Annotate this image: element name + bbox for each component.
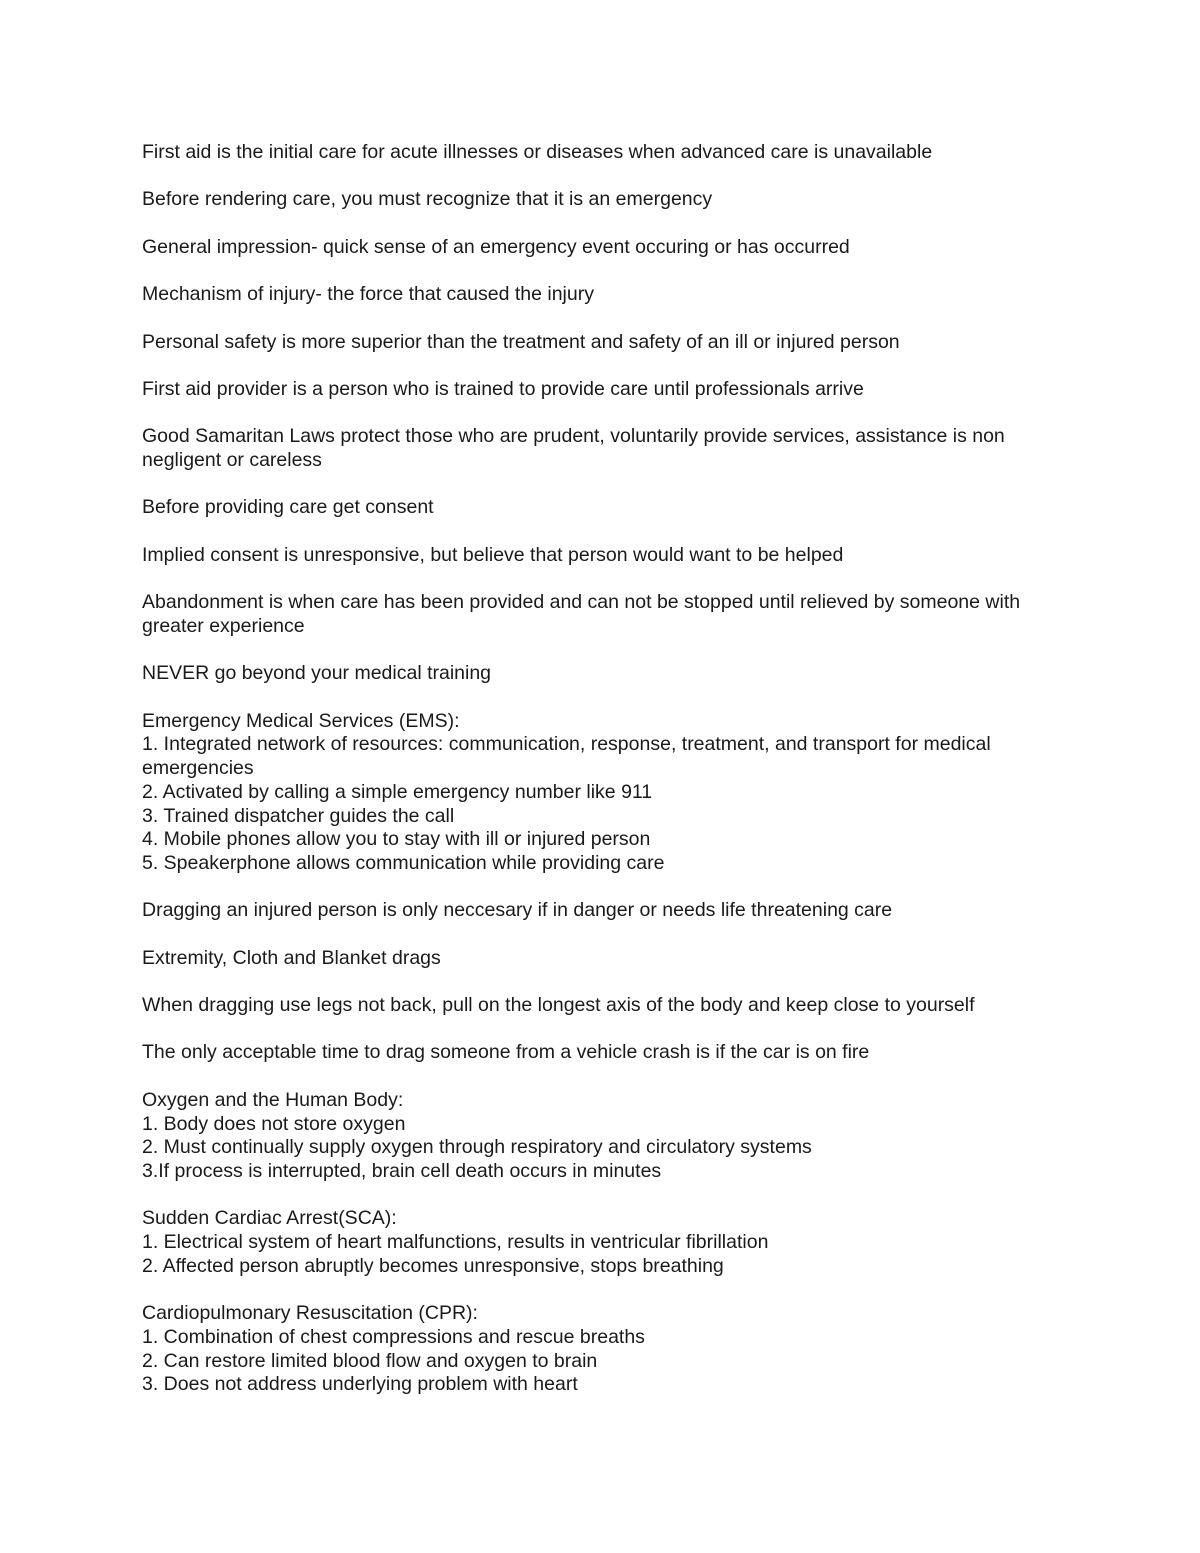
paragraph-implied-consent: Implied consent is unresponsive, but believe that person would want to be helped	[142, 543, 844, 566]
cpr-item: 2. Can restore limited blood flow and oxygen to brain	[142, 1349, 598, 1372]
paragraph-never-beyond-training: NEVER go beyond your medical training	[142, 662, 492, 685]
oxygen-section	[142, 1089, 1072, 1184]
paragraph-general-impression: General impression- quick sense of an emergency event occuring or has occurred	[142, 235, 850, 258]
sca-item: 1. Electrical system of heart malfunctions, results in ventricular fibrillation	[142, 1231, 769, 1254]
sca-item: 2. Affected person abruptly becomes unresponsive, stops breathing	[142, 1254, 724, 1277]
paragraph-abandonment: Abandonment is when care has been provided and can not be stopped until relieved by someone with greater experience	[142, 591, 1021, 637]
paragraph-vehicle-crash: The only acceptable time to drag someone from a vehicle crash is if the car is on fire	[142, 1041, 870, 1064]
ems-item: 4. Mobile phones allow you to stay with ill or injured person	[142, 828, 651, 851]
paragraph-dragging-necessary: Dragging an injured person is only neccesary if in danger or needs life threatening care	[142, 899, 893, 922]
sca-heading: Sudden Cardiac Arrest(SCA):	[142, 1207, 397, 1230]
cpr-heading: Cardiopulmonary Resuscitation (CPR):	[142, 1302, 478, 1325]
document-body	[142, 141, 1072, 1421]
ems-section	[142, 710, 1072, 876]
paragraph-first-aid-provider: First aid provider is a person who is trained to provide care until professionals arrive	[142, 377, 864, 400]
oxygen-item: 1. Body does not store oxygen	[142, 1112, 406, 1135]
paragraph-drag-types: Extremity, Cloth and Blanket drags	[142, 946, 441, 969]
ems-heading: Emergency Medical Services (EMS):	[142, 709, 460, 732]
cpr-item: 1. Combination of chest compressions and rescue breaths	[142, 1325, 645, 1348]
ems-item: 2. Activated by calling a simple emergency number like 911	[142, 780, 653, 803]
oxygen-heading: Oxygen and the Human Body:	[142, 1088, 404, 1111]
paragraph-good-samaritan: Good Samaritan Laws protect those who are prudent, voluntarily provide services, assistance is non negligent or careless	[142, 425, 1005, 472]
paragraph-first-aid-definition: First aid is the initial care for acute illnesses or diseases when advanced care is unavailable	[142, 141, 933, 163]
ems-item: 3. Trained dispatcher guides the call	[142, 804, 455, 827]
paragraph-consent: Before providing care get consent	[142, 496, 434, 519]
ems-item: 1. Integrated network of resources: communication, response, treatment, and transport for medical emergencies	[142, 733, 991, 780]
cpr-section	[142, 1302, 1072, 1397]
paragraph-personal-safety: Personal safety is more superior than the treatment and safety of an ill or injured person	[142, 330, 900, 353]
oxygen-item: 2. Must continually supply oxygen through respiratory and circulatory systems	[142, 1136, 812, 1159]
cpr-item: 3. Does not address underlying problem with heart	[142, 1373, 578, 1396]
paragraph-mechanism-of-injury: Mechanism of injury- the force that caused the injury	[142, 283, 594, 306]
oxygen-item: 3.If process is interrupted, brain cell death occurs in minutes	[142, 1159, 662, 1182]
ems-item: 5. Speakerphone allows communication while providing care	[142, 851, 665, 874]
paragraph-recognize-emergency: Before rendering care, you must recognize that it is an emergency	[142, 188, 713, 211]
paragraph-dragging-technique: When dragging use legs not back, pull on the longest axis of the body and keep close to yourself	[142, 994, 975, 1017]
sca-section	[142, 1207, 1072, 1278]
